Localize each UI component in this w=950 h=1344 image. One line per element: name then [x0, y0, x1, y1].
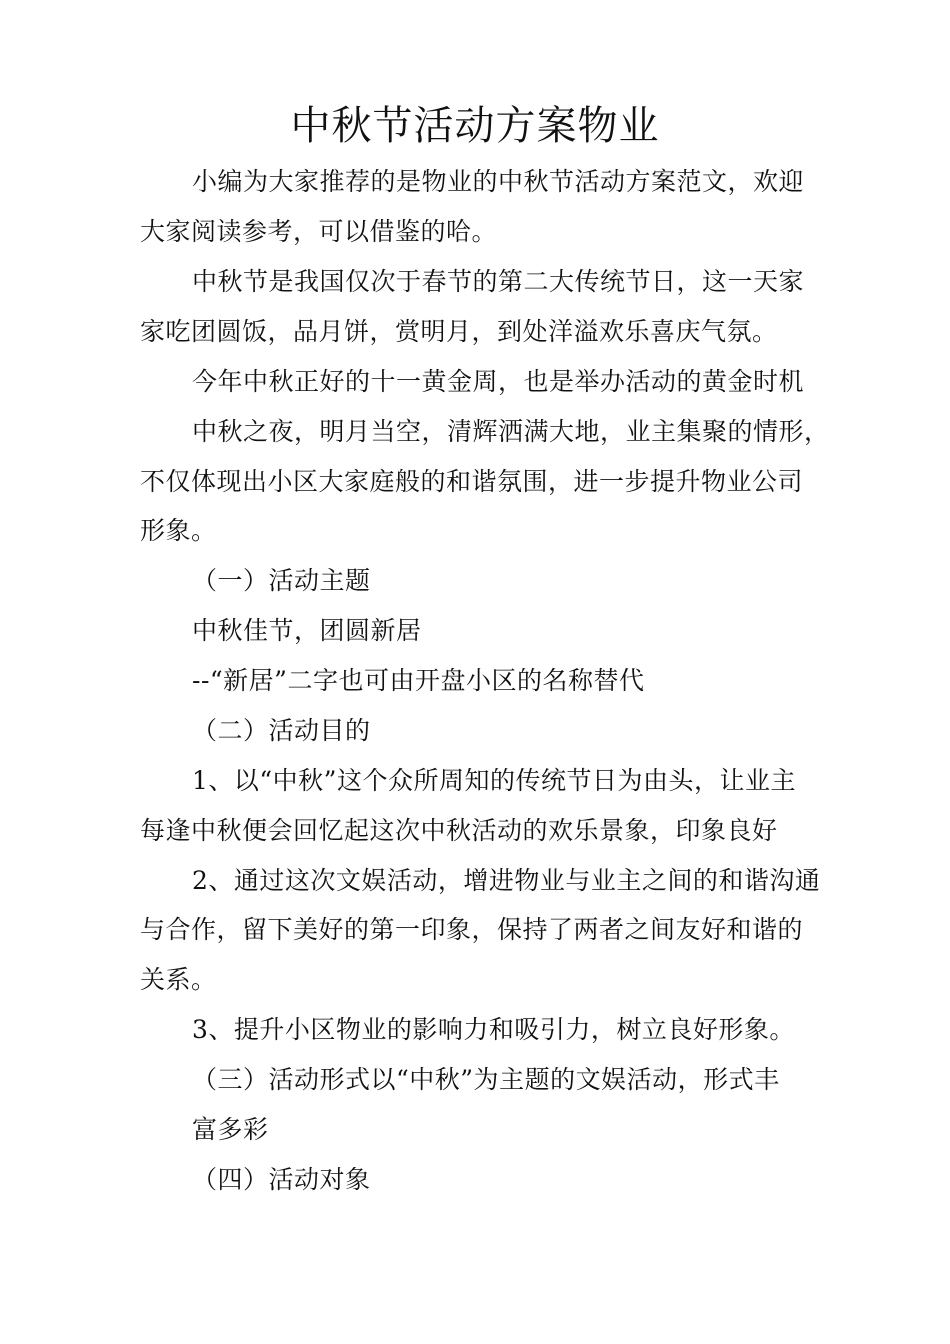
paragraph-line: 形象。	[140, 516, 217, 545]
paragraph-line: 小编为大家推荐的是物业的中秋节活动方案范文，欢迎	[192, 167, 805, 196]
paragraph-line: 中秋之夜，明月当空，清辉洒满大地，业主集聚的情形，	[192, 417, 830, 446]
list-item-line: 1、以“中秋”这个众所周知的传统节日为由头，让业主	[192, 766, 796, 795]
paragraph-line: --“新居”二字也可由开盘小区的名称替代	[192, 666, 645, 695]
list-item-line: 每逢中秋便会回忆起这次中秋活动的欢乐景象，印象良好	[140, 816, 778, 845]
list-item-line: 2、通过这次文娱活动，增进物业与业主之间的和谐沟通	[192, 866, 821, 895]
paragraph-line: 家吃团圆饭，品月饼，赏明月，到处洋溢欢乐喜庆气氛。	[140, 317, 778, 346]
paragraph-line: 中秋节是我国仅次于春节的第二大传统节日，这一天家	[192, 267, 805, 296]
list-item-line: 关系。	[140, 965, 217, 994]
section-heading: （一）活动主题	[192, 566, 371, 595]
paragraph-line: 富多彩	[192, 1115, 269, 1144]
list-item-line: 3、提升小区物业的影响力和吸引力，树立良好形象。	[192, 1015, 795, 1044]
document-title: 中秋节活动方案物业	[290, 103, 660, 149]
list-item-line: 与合作，留下美好的第一印象，保持了两者之间友好和谐的	[140, 915, 804, 944]
section-heading: （二）活动目的	[192, 716, 371, 745]
paragraph-line: 今年中秋正好的十一黄金周，也是举办活动的黄金时机	[192, 367, 805, 396]
section-heading: （三）活动形式以“中秋”为主题的文娱活动，形式丰	[192, 1065, 780, 1094]
paragraph-line: 不仅体现出小区大家庭般的和谐氛围，进一步提升物业公司	[140, 467, 804, 496]
paragraph-line: 中秋佳节，团圆新居	[192, 616, 422, 645]
section-heading: （四）活动对象	[192, 1165, 371, 1194]
paragraph-line: 大家阅读参考，可以借鉴的哈。	[140, 217, 498, 246]
